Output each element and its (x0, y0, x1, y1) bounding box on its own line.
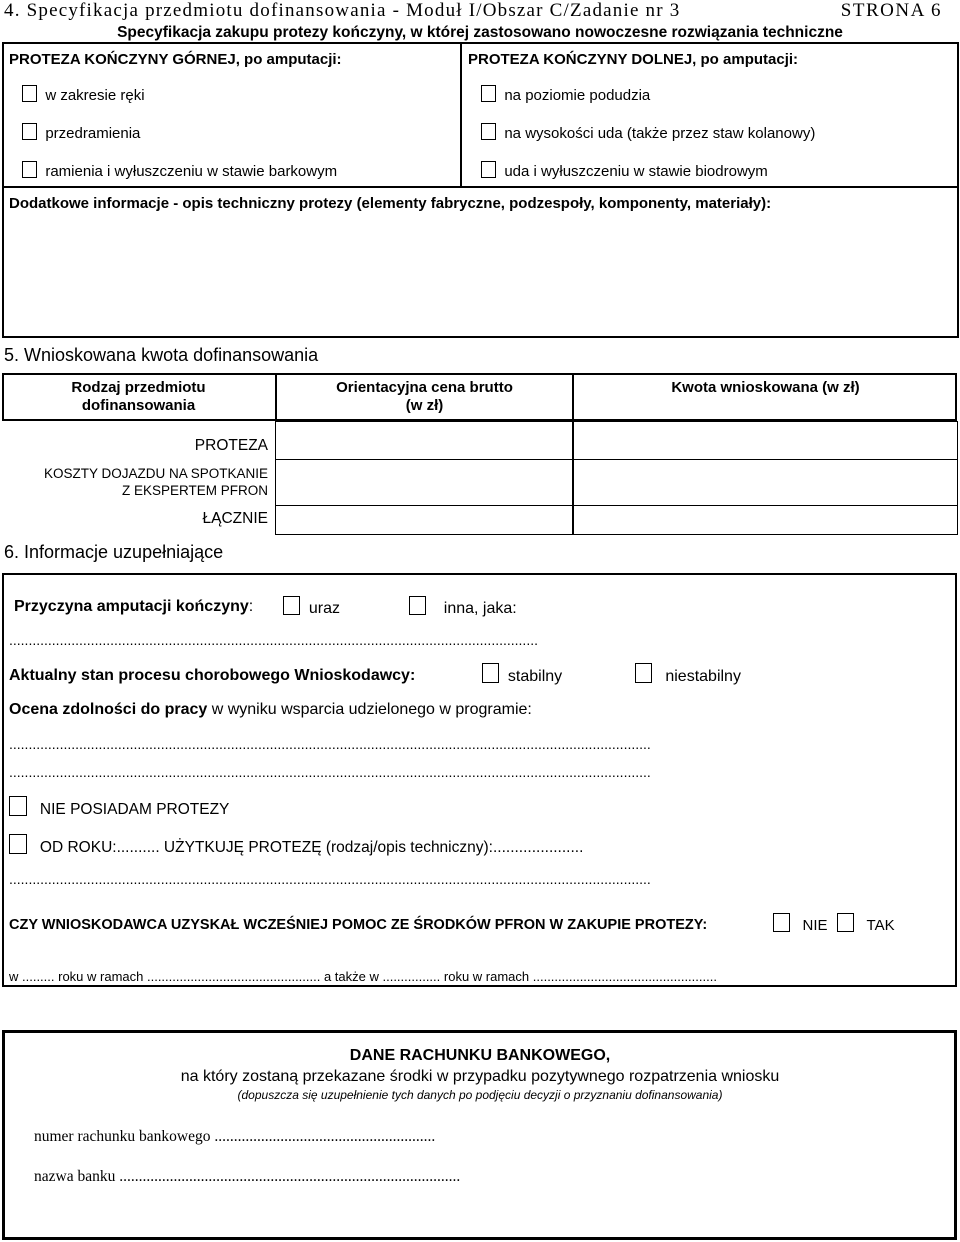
work-capacity-row (9, 701, 532, 719)
row-label-total: ŁĄCZNIE (202, 510, 268, 527)
price-input-travel[interactable] (278, 460, 570, 502)
checkbox[interactable] (9, 834, 27, 854)
disease-state-label: Aktualny stan procesu chorobowego Wnioskodawcy: (9, 667, 416, 684)
cause-option-injury[interactable] (283, 596, 340, 618)
disease-state-row (9, 667, 415, 685)
section6-title: 6. Informacje uzupełniające (4, 542, 224, 562)
column-divider (460, 42, 462, 188)
upper-limb-option-arm[interactable] (22, 161, 337, 180)
since-year-option[interactable] (9, 834, 583, 857)
amputation-cause-label: Przyczyna amputacji kończyny (14, 598, 249, 615)
row-label-line: Z EKSPERTEM PFRON (121, 483, 268, 498)
bank-subtitle: na który zostaną przekazane środki w przypadku pozytywnego rozpatrzenia wniosku (180, 1068, 780, 1085)
row-divider (2, 186, 959, 188)
no-prosthesis-option[interactable] (9, 796, 229, 819)
row-label-travel-costs (2, 465, 268, 499)
checkbox[interactable] (481, 85, 496, 102)
checkbox[interactable] (635, 663, 652, 683)
checkbox[interactable] (22, 85, 37, 102)
column-header-price (277, 379, 572, 415)
pfron-year-line[interactable]: w ......... roku w ramach ................................................ a także w ................ roku w ramach ................................................... (9, 969, 717, 984)
checkbox[interactable] (773, 913, 790, 932)
option-label: przedramienia (45, 125, 141, 142)
colon: : (248, 598, 254, 615)
work-capacity-rest: w wyniku wsparcia udzielonego w programie: (207, 701, 532, 718)
upper-limb-title: PROTEZA KOŃCZYNY GÓRNEJ, po amputacji: (9, 51, 342, 68)
option-label: TAK (866, 917, 895, 934)
spec-subtitle: Specyfikacja zakupu protezy kończyny, w której zastosowano nowoczesne rozwiązania techniczne (117, 24, 843, 41)
option-label: na wysokości uda (także przez staw kolanowy) (504, 125, 816, 142)
lower-limb-title: PROTEZA KOŃCZYNY DOLNEJ, po amputacji: (468, 51, 799, 68)
amount-input-travel[interactable] (576, 460, 954, 502)
option-label: inna, jaka: (443, 600, 517, 617)
pfron-question: CZY WNIOSKODAWCA UZYSKAŁ WCZEŚNIEJ POMOC ZE ŚRODKÓW PFRON W ZAKUPIE PROTEZY: (9, 917, 708, 933)
lower-limb-option-thigh[interactable] (481, 123, 815, 142)
additional-info-label: Dodatkowe informacje - opis techniczny protezy (elementy fabryczne, podzespoły, komponenty, materiały): (9, 195, 772, 212)
header-line: Rodzaj przedmiotu (71, 379, 206, 396)
row-label-proteza: PROTEZA (194, 437, 268, 454)
checkbox[interactable] (481, 161, 496, 178)
checkbox[interactable] (409, 596, 426, 615)
price-input-proteza[interactable] (278, 424, 570, 456)
lower-limb-option-shin[interactable] (481, 85, 650, 104)
cause-option-other[interactable] (409, 596, 517, 618)
checkbox[interactable] (22, 161, 37, 178)
checkbox[interactable] (9, 796, 27, 816)
option-label: stabilny (507, 668, 563, 685)
option-label: NIE (802, 917, 828, 934)
pfron-option-yes[interactable] (837, 913, 895, 934)
option-label: uda i wyłuszczeniu w stawie biodrowym (504, 163, 768, 180)
header-line: Orientacyjna cena brutto (336, 379, 513, 396)
option-label: NIE POSIADAM PROTEZY (39, 801, 230, 818)
price-input-total[interactable] (278, 506, 570, 532)
lower-limb-option-hip[interactable] (481, 161, 768, 180)
option-label: ramienia i wyłuszczeniu w stawie barkowym (45, 163, 338, 180)
upper-limb-option-forearm[interactable] (22, 123, 140, 142)
option-label: uraz (308, 600, 341, 617)
bank-note: (dopuszcza się uzupełnienie tych danych po podjęciu decyzji o przyznaniu dofinansowania) (237, 1088, 723, 1102)
checkbox[interactable] (482, 663, 499, 683)
amount-input-proteza[interactable] (576, 424, 954, 456)
column-header-amount: Kwota wnioskowana (w zł) (671, 379, 860, 396)
option-label: na poziomie podudzia (504, 87, 651, 104)
header-line: (w zł) (405, 397, 444, 414)
checkbox[interactable] (481, 123, 496, 140)
option-label: w zakresie ręki (45, 87, 145, 104)
bank-title: DANE RACHUNKU BANKOWEGO, (349, 1047, 611, 1064)
work-capacity-label: Ocena zdolności do pracy (9, 701, 208, 718)
state-option-unstable[interactable] (635, 663, 741, 686)
row-label-line: KOSZTY DOJAZDU NA SPOTKANIE (43, 466, 268, 481)
section-title: 4. Specyfikacja przedmiotu dofinansowania - Moduł I/Obszar C/Zadanie nr 3 (4, 0, 681, 21)
option-label: niestabilny (665, 668, 741, 685)
option-label: OD ROKU:.......... UŻYTKUJĘ PROTEZĘ (rodzaj/opis techniczny):..................... (39, 839, 584, 856)
pfron-question-row (9, 917, 707, 933)
checkbox[interactable] (837, 913, 854, 932)
amount-input-total[interactable] (576, 506, 954, 532)
account-number-field[interactable]: numer rachunku bankowego ......................................................... (34, 1128, 436, 1145)
checkbox[interactable] (283, 596, 300, 615)
section5-title: 5. Wnioskowana kwota dofinansowania (4, 345, 319, 365)
header-line: dofinansowania (81, 397, 196, 414)
bank-name-field[interactable]: nazwa banku ........................................................................................ (34, 1168, 461, 1185)
column-header-type (2, 379, 275, 415)
checkbox[interactable] (22, 123, 37, 140)
state-option-stable[interactable] (482, 663, 562, 686)
work-capacity-dots-2[interactable]: ..................................................................................................................................................................... (9, 764, 651, 780)
work-capacity-dots-1[interactable]: ..................................................................................................................................................................... (9, 736, 651, 752)
prosthesis-description-dots[interactable]: ..................................................................................................................................................................... (9, 871, 651, 887)
other-cause-dots[interactable]: ........................................................................................................................................ (9, 632, 538, 648)
page-label: STRONA 6 (840, 0, 942, 21)
pfron-option-no[interactable] (773, 913, 828, 934)
amputation-cause-row (14, 598, 253, 616)
additional-info-field[interactable] (6, 218, 954, 334)
upper-limb-option-hand[interactable] (22, 85, 145, 104)
